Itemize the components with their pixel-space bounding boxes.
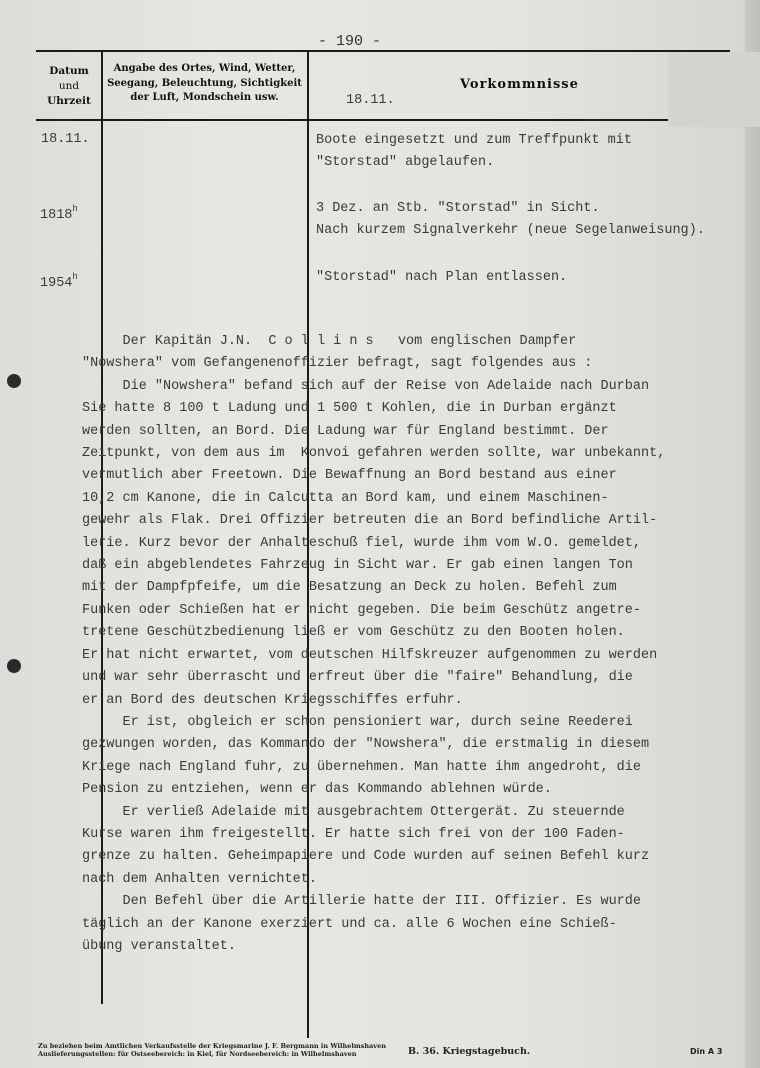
report-line: nach dem Anhalten vernichtet. — [82, 871, 317, 887]
header-top-rule — [36, 50, 730, 52]
header-datum: Datum und Uhrzeit — [47, 65, 91, 107]
report-line: Zeitpunkt, von dem aus im Konvoi gefahren werden sollte, war unbekannt, — [82, 446, 666, 462]
report-line: Die "Nowshera" befand sich auf der Reise von Adelaide nach Durban — [82, 378, 650, 394]
report-line: täglich an der Kanone exerziert und ca. alle 6 Wochen eine Schieß- — [82, 916, 617, 932]
report-line: Pension zu entziehen, wenn er das Kommando ablehnen würde. — [82, 782, 552, 798]
report-line: Kriege nach England fuhr, zu übernehmen. Man hatte ihm angedroht, die — [82, 759, 641, 775]
report-line: Den Befehl über die Artillerie hatte der III. Offizier. Es wurde — [82, 894, 641, 910]
report-line: vermutlich aber Freetown. Die Bewaffnung an Bord bestand aus einer — [82, 468, 617, 484]
page-number: - 190 - — [318, 33, 382, 50]
header-vorkommnisse: Vorkommnisse — [460, 77, 579, 92]
entry-text: Boote eingesetzt und zum Treffpunkt mit "Storstad" abgelaufen. — [316, 133, 632, 170]
punch-hole — [7, 659, 21, 673]
punch-hole — [7, 374, 21, 388]
underlying-sheet — [668, 52, 760, 127]
header-date: 18.11. — [346, 93, 395, 108]
report-line: Er ist, obgleich er schon pensioniert war, durch seine Reederei — [82, 714, 633, 730]
report-line: Sie hatte 8 100 t Ladung und 1 500 t Kohlen, die in Durban ergänzt — [82, 401, 617, 417]
entry-time: 1818$^h$ — [40, 204, 78, 223]
entry-text: "Storstad" nach Plan entlassen. — [316, 270, 568, 285]
report-line: Der Kapitän J.N. C o l l i n s vom englischen Dampfer — [82, 334, 577, 349]
report-line: mit der Dampfpfeife, um die Besatzung an Deck zu holen. Befehl zum — [82, 580, 617, 596]
page-edge — [745, 0, 760, 1068]
footer-publisher: Zu beziehen beim Amtlichen Verkaufsstelle der Kriegsmarine J. F. Bergmann in Wilhelmshaven Auslieferungsstellen: für Ostseebereich: in Kiel, für Nordseebereich: in Wilhelmshaven — [38, 1042, 386, 1058]
report-line: Funken oder Schießen hat er nicht gegeben. Die beim Geschütz angetre- — [82, 602, 641, 618]
report-line: gewehr als Flak. Drei Offizier betreuten die an Bord befindliche Artil- — [82, 513, 658, 529]
report-line: Er verließ Adelaide mit ausgebrachtem Ottergerät. Zu steuernde — [82, 804, 625, 820]
report-body — [82, 331, 665, 958]
report-line: lerie. Kurz bevor der Anhalteschuß fiel, wurde ihm vom W.O. gemeldet, — [82, 535, 641, 551]
report-line: werden sollten, an Bord. Die Ladung war für England bestimmt. Der — [82, 423, 609, 439]
footer-din: Din A 3 — [690, 1047, 723, 1056]
entry-text: 3 Dez. an Stb. "Storstad" in Sicht. Nach kurzem Signalverkehr (neue Segelanweisung). — [316, 201, 705, 238]
entry-time: 1954$^h$ — [40, 272, 78, 291]
header-bottom-rule — [36, 119, 730, 121]
report-line: er an Bord des deutschen Kriegsschiffes erfuhr. — [82, 692, 463, 708]
report-line: 10,2 cm Kanone, die in Calcutta an Bord kam, und einem Maschinen- — [82, 490, 609, 506]
report-line: übung veranstaltet. — [82, 938, 236, 954]
report-line: daß ein abgeblendetes Fahrzeug in Sicht war. Er gab einen langen Ton — [82, 558, 633, 574]
report-line: grenze zu halten. Geheimpapiere und Code wurden auf seinen Befehl kurz — [82, 849, 650, 865]
entry-date: 18.11. — [41, 132, 90, 147]
report-line: gezwungen worden, das Kommando der "Nowshera", die erstmalig in diesem — [82, 737, 650, 753]
report-line: tretene Geschützbedienung ließ er vom Geschütz zu den Booten holen. — [82, 625, 625, 641]
header-ort: Angabe des Ortes, Wind, Wetter, Seegang, Beleuchtung, Sichtigkeit der Luft, Mondschein usw. — [107, 63, 302, 103]
footer-form: B. 36. Kriegstagebuch. — [408, 1046, 531, 1057]
report-line: und war sehr überrascht und erfreut über die "faire" Behandlung, die — [82, 670, 633, 686]
report-line: "Nowshera" vom Gefangenenoffizier befragt, sagt folgendes aus : — [82, 356, 593, 372]
report-line: Kurse waren ihm freigestellt. Er hatte sich frei von der 100 Faden- — [82, 826, 625, 842]
report-line: Er hat nicht erwartet, vom deutschen Hilfskreuzer aufgenommen zu werden — [82, 647, 658, 663]
